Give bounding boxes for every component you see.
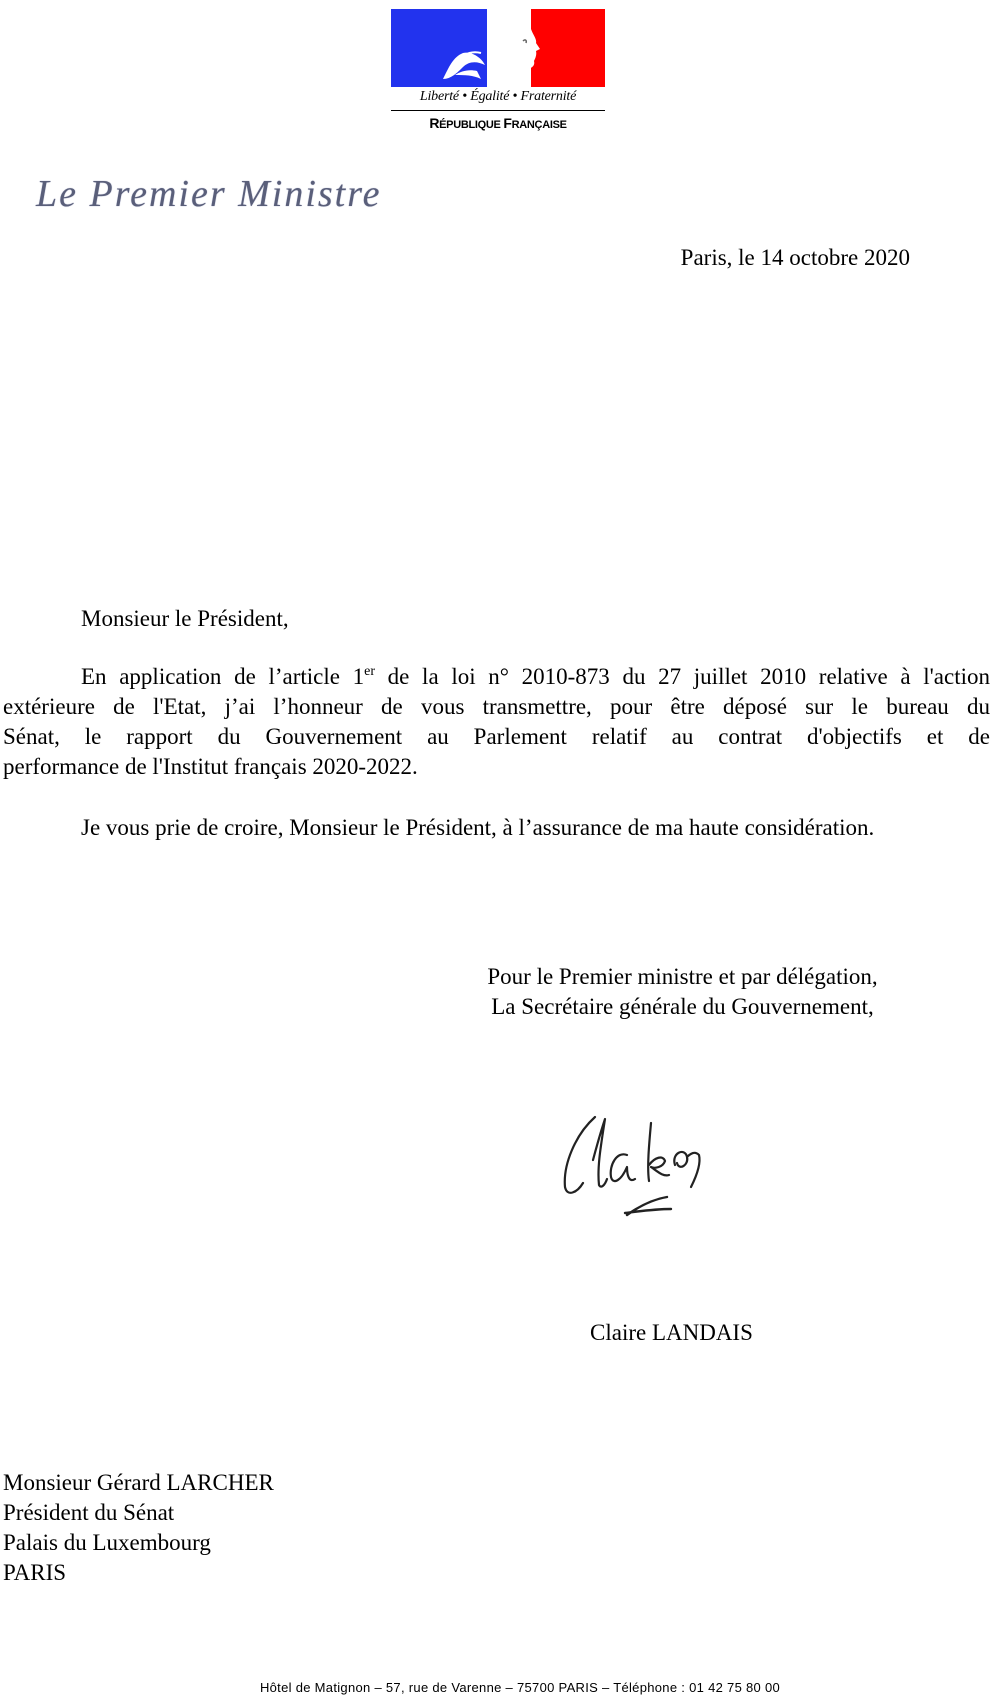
rf-epublique: ÉPUBLIQUE (439, 119, 504, 131)
footer-address: Hôtel de Matignon – 57, rue de Varenne – 75700 PARIS – Téléphone : 01 42 75 80 00 (259, 1680, 781, 1695)
recipient-city: PARIS (3, 1560, 67, 1585)
body-line-1 (3, 662, 990, 692)
logo-divider (391, 110, 605, 111)
superscript: er (364, 664, 376, 679)
date-line: Paris, le 14 octobre 2020 (680, 245, 910, 270)
delegation (440, 962, 925, 1022)
body-text: En application de l’article 1 (81, 664, 365, 689)
signer-name: Claire LANDAIS (590, 1320, 753, 1345)
marianne-logo (391, 9, 605, 87)
body-line-3: Sénat, le rapport du Gouvernement au Parlement relatif au contrat d'objectifs et de (3, 724, 990, 749)
delegation-line-2: La Secrétaire générale du Gouvernement, (491, 994, 874, 1019)
rf-r: R (429, 115, 440, 131)
salutation: Monsieur le Président, (81, 606, 289, 631)
delegation-line-1: Pour le Premier ministre et par délégation, (487, 964, 878, 989)
body-line-2: extérieure de l'Etat, j’ai l’honneur de vous transmettre, pour être déposé sur le bureau du (3, 694, 990, 719)
rf-f: F (503, 115, 512, 131)
body-text: de la loi n° 2010-873 du 27 juillet 2010 relative à l'action (375, 664, 991, 689)
recipient-title: Président du Sénat (3, 1500, 175, 1525)
recipient-name: Monsieur Gérard LARCHER (3, 1470, 274, 1495)
recipient-building: Palais du Luxembourg (3, 1530, 211, 1555)
body-paragraph (3, 662, 990, 782)
recipient-address (3, 1468, 274, 1588)
sender-title: Le Premier Ministre (36, 173, 382, 215)
republique-francaise (391, 115, 605, 131)
handwritten-signature (555, 1105, 765, 1220)
motto: Liberté • Égalité • Fraternité (419, 89, 577, 104)
body-line-4: performance de l'Institut français 2020-2022. (3, 754, 418, 779)
rf-rancaise: RANÇAISE (511, 119, 567, 131)
closing: Je vous prie de croire, Monsieur le Président, à l’assurance de ma haute considération. (81, 815, 875, 840)
